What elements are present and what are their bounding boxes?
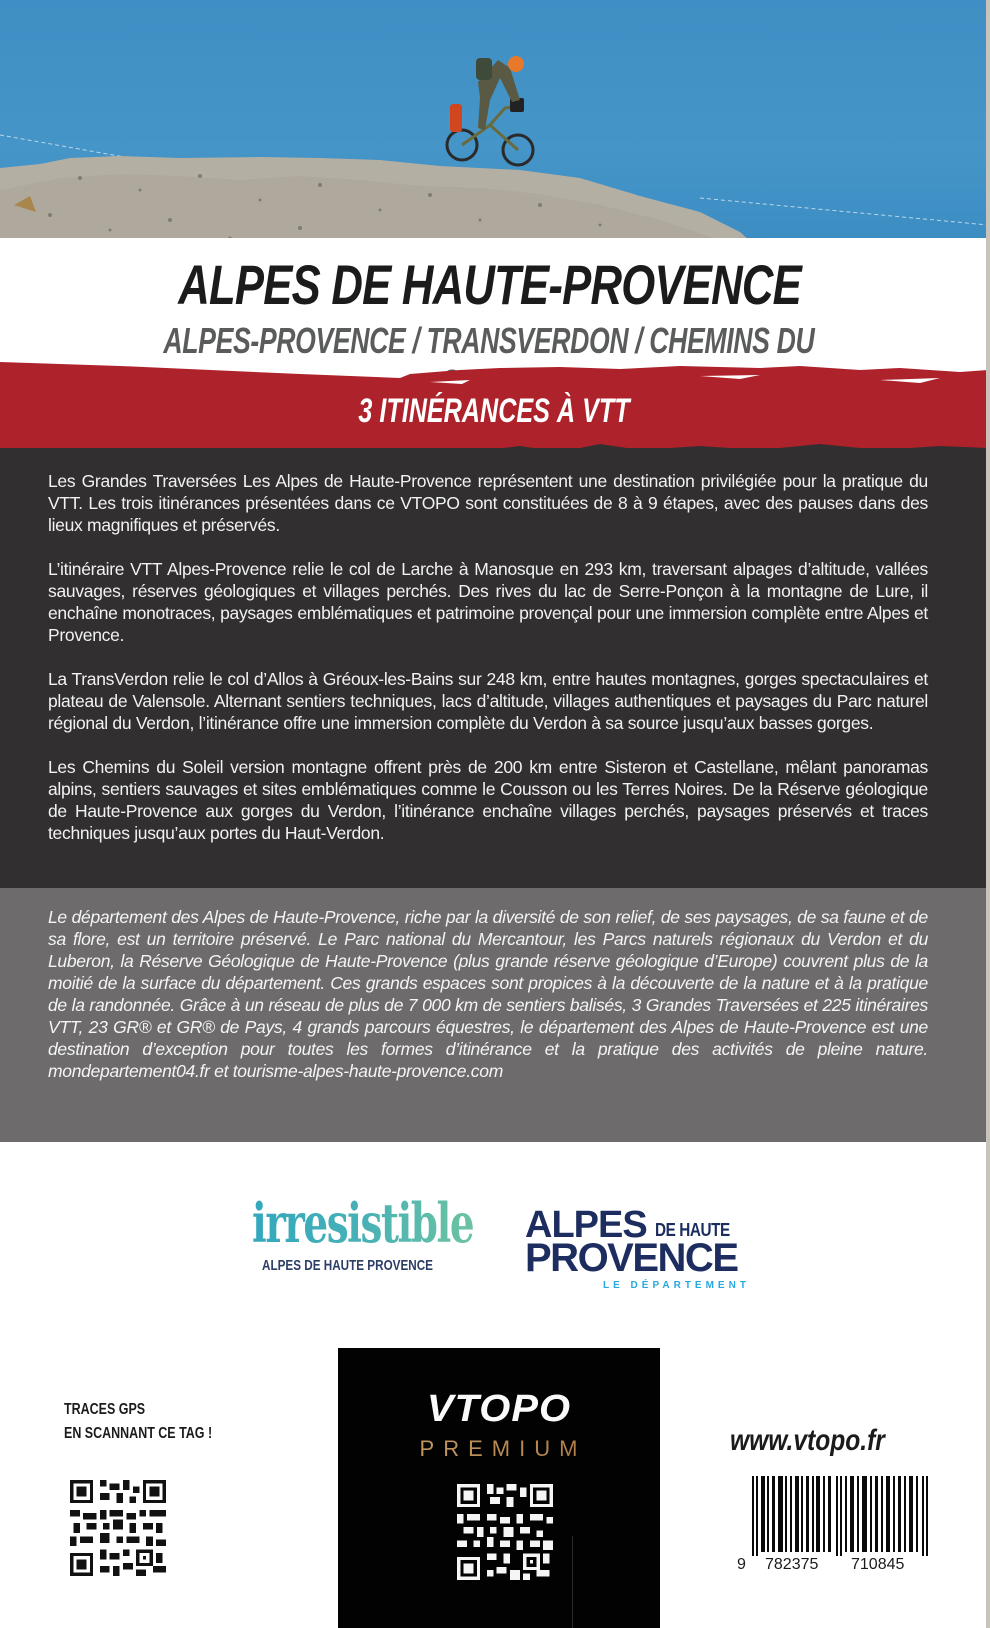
gps-label — [64, 1398, 212, 1446]
isbn-group2: 710845 — [851, 1556, 905, 1573]
page-subtitle: ALPES-PROVENCE / TRANSVERDON / CHEMINS DU — [163, 320, 815, 361]
departement-logo-ledep: LE DÉPARTEMENT — [603, 1280, 750, 1291]
departement-logo-dehaute: DE HAUTE — [655, 1220, 730, 1240]
divider — [572, 1536, 573, 1628]
gps-label-line1: TRACES GPS — [64, 1401, 146, 1418]
irresistible-wordmark: irresistible — [252, 1191, 474, 1255]
barcode-icon — [752, 1476, 930, 1556]
intro-paragraph: La TransVerdon relie le col d’Allos à Gréoux-les-Bains sur 248 km, entre hautes montagnes, gorges spectaculaires et plateau de Valensole. Alternant sentiers techniques, lacs d’altitude, villages authentiques et paysages du Parc naturel régional du Verdon, l’itinérance offre une immersion complète du Verdon à sa source jusqu’aux basses gorges. — [48, 669, 928, 733]
banner-label: 3 ITINÉRANCES À VTT — [358, 392, 630, 430]
qr-code-icon[interactable] — [70, 1480, 166, 1576]
qr-code-icon[interactable] — [457, 1484, 553, 1580]
page-title: ALPES DE HAUTE-PROVENCE — [178, 253, 802, 316]
hero-photo — [0, 0, 988, 250]
department-text: Le département des Alpes de Haute-Provence, riche par la diversité de son relief, de ses paysages, de sa faune et de sa flore, est un territoire préservé. Le Parc national du Mercantour, les Parcs naturels régionaux du Verdon et du Luberon, la Réserve Géologique de Haute-Provence (plus grande réserve géologique d’Europe) couvrent plus de la moitié de la surface du département. Ces grands espaces sont propices à la découverte de la nature et à la pratique de la randonnée. Grâce à un réseau de plus de 7 000 km de sentiers balisés, 3 Grandes Traversées et 225 itinéraires VTT, 23 GR® et GR® de Pays, 4 grands parcours équestres, le département des Alpes de Haute-Provence est une destination d’exception pour toutes les formes d’itinérance et la pratique des activités de pleine nature. mondepartement04.fr et tourisme-alpes-haute-provence.com — [48, 907, 928, 1081]
irresistible-tagline: ALPES DE HAUTE PROVENCE — [262, 1257, 433, 1274]
vtopo-logo: VTOPO — [426, 1388, 572, 1430]
hero-illustration — [0, 0, 988, 250]
intro-text — [48, 470, 928, 866]
intro-paragraph: Les Grandes Traversées Les Alpes de Haute-Provence représentent une destination privilégiée pour la pratique du VTT. Les trois itinérances présentées dans ce VTOPO sont constituées de 8 à 9 étapes, avec des pauses dans des lieux magnifiques et préservés. — [48, 471, 928, 535]
intro-paragraph: Les Chemins du Soleil version montagne offrent près de 200 km entre Sisteron et Castellane, mêlant panoramas alpins, sentiers sauvages et sites emblématiques comme le Cousson ou les Terres Noires. De la Réserve géologique de Haute-Provence aux gorges du Verdon, l’itinérance enchaîne villages perchés, paysages préservés et traces techniques jusqu’aux portes du Haut-Verdon. — [48, 757, 928, 843]
isbn-prefix: 9 — [737, 1556, 746, 1573]
departement-logo-provence: PROVENCE — [525, 1236, 738, 1280]
isbn-group1: 782375 — [765, 1556, 819, 1573]
premium-label: PREMIUM — [338, 1436, 660, 1462]
intro-paragraph: L’itinéraire VTT Alpes-Provence relie le col de Larche à Manosque en 293 km, traversant alpages d’altitude, vallées sauvages, réserves géologiques et villages perchés. Des rives du lac de Serre-Ponçon à la montagne de Lure, il enchaîne monotraces, paysages emblématiques et patrimoine provençal pour une immersion complète entre Alpes et Provence. — [48, 559, 928, 645]
departement-logo — [525, 1204, 765, 1291]
website-link[interactable]: www.vtopo.fr — [730, 1424, 885, 1457]
irresistible-logo — [252, 1191, 474, 1285]
gps-label-line2: EN SCANNANT CE TAG ! — [64, 1425, 213, 1442]
departement-logo-alpes: ALPES — [525, 1204, 647, 1246]
page-edge — [986, 0, 990, 1628]
